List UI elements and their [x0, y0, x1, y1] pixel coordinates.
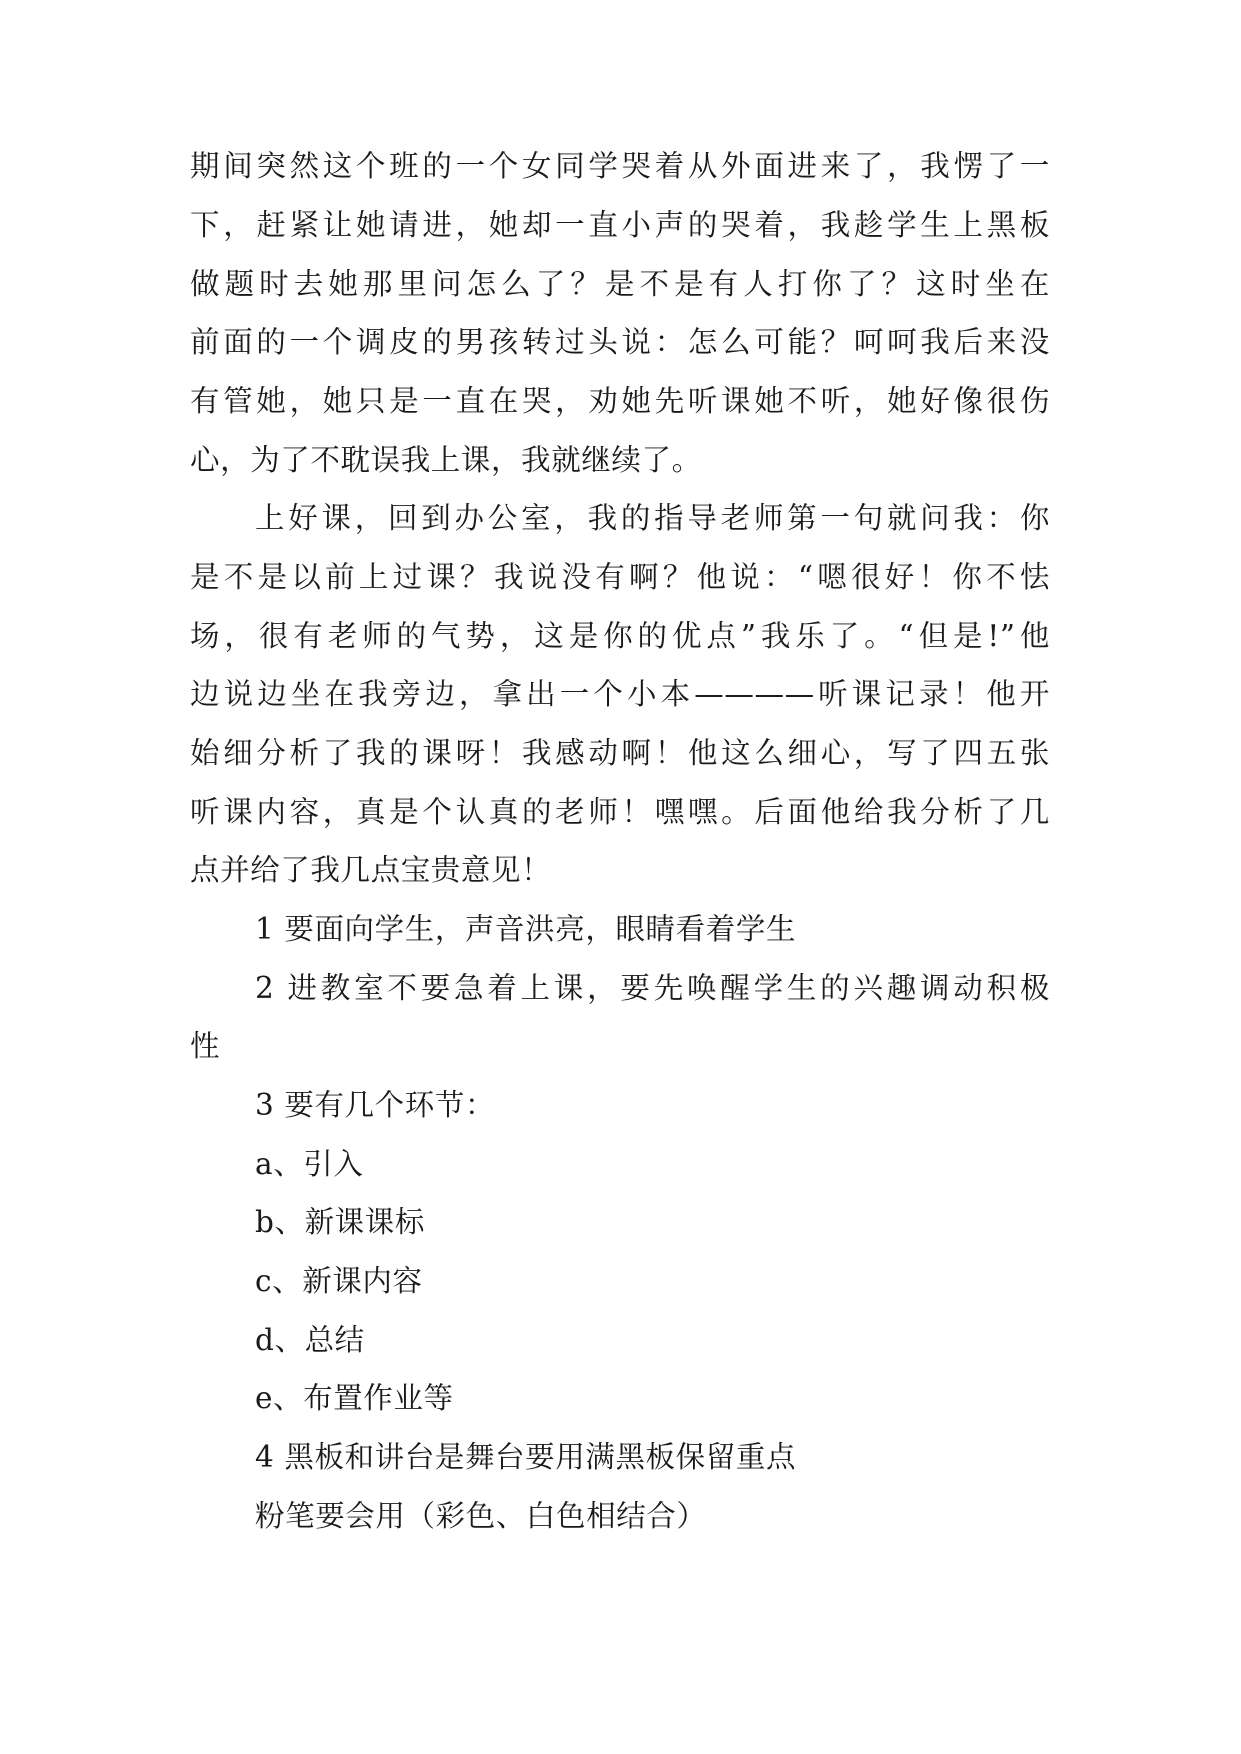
- sub-item-b: b、新课课标: [255, 1205, 425, 1239]
- sub-item-a: a、引入: [255, 1147, 364, 1181]
- list-item-3: 3 要有几个环节：: [255, 1088, 496, 1122]
- sub-item-c: c、新课内容: [255, 1264, 423, 1298]
- text-line: 前面的一个调皮的男孩转过头说：怎么可能？呵呵我后来没: [190, 325, 1050, 359]
- list-item-1: 1 要面向学生，声音洪亮，眼睛看着学生: [255, 912, 797, 946]
- text-line: 是不是以前上过课？我说没有啊？他说：“嗯很好！你不怯: [190, 560, 1050, 594]
- text-line: 点并给了我几点宝贵意见！: [190, 853, 552, 887]
- text-line: 始细分析了我的课呀！我感动啊！他这么细心，写了四五张: [190, 736, 1050, 770]
- list-item-2: 2 进教室不要急着上课，要先唤醒学生的兴趣调动积极: [255, 971, 1050, 1005]
- text-line: 听课内容，真是个认真的老师！嘿嘿。后面他给我分析了几: [190, 795, 1050, 829]
- list-item-4-continued: 粉笔要会用（彩色、白色相结合）: [255, 1499, 707, 1533]
- list-item-2-continued: 性: [190, 1029, 221, 1063]
- sub-item-e: e、布置作业等: [255, 1381, 454, 1415]
- text-line: 期间突然这个班的一个女同学哭着从外面进来了，我愣了一: [190, 149, 1050, 183]
- text-line: 边说边坐在我旁边，拿出一个小本————听课记录！他开: [190, 677, 1050, 711]
- text-line: 做题时去她那里问怎么了？是不是有人打你了？这时坐在: [190, 267, 1050, 301]
- sub-item-d: d、总结: [255, 1323, 365, 1357]
- list-item-4: 4 黑板和讲台是舞台要用满黑板保留重点: [255, 1440, 797, 1474]
- text-line: 下，赶紧让她请进，她却一直小声的哭着，我趁学生上黑板: [190, 208, 1050, 242]
- text-line: 场，很有老师的气势，这是你的优点”我乐了。“但是!”他: [190, 619, 1050, 653]
- text-line: 有管她，她只是一直在哭，劝她先听课她不听，她好像很伤: [190, 384, 1050, 418]
- paragraph-first-line: 上好课，回到办公室，我的指导老师第一句就问我：你: [255, 501, 1050, 535]
- text-line: 心，为了不耽误我上课，我就继续了。: [190, 443, 702, 477]
